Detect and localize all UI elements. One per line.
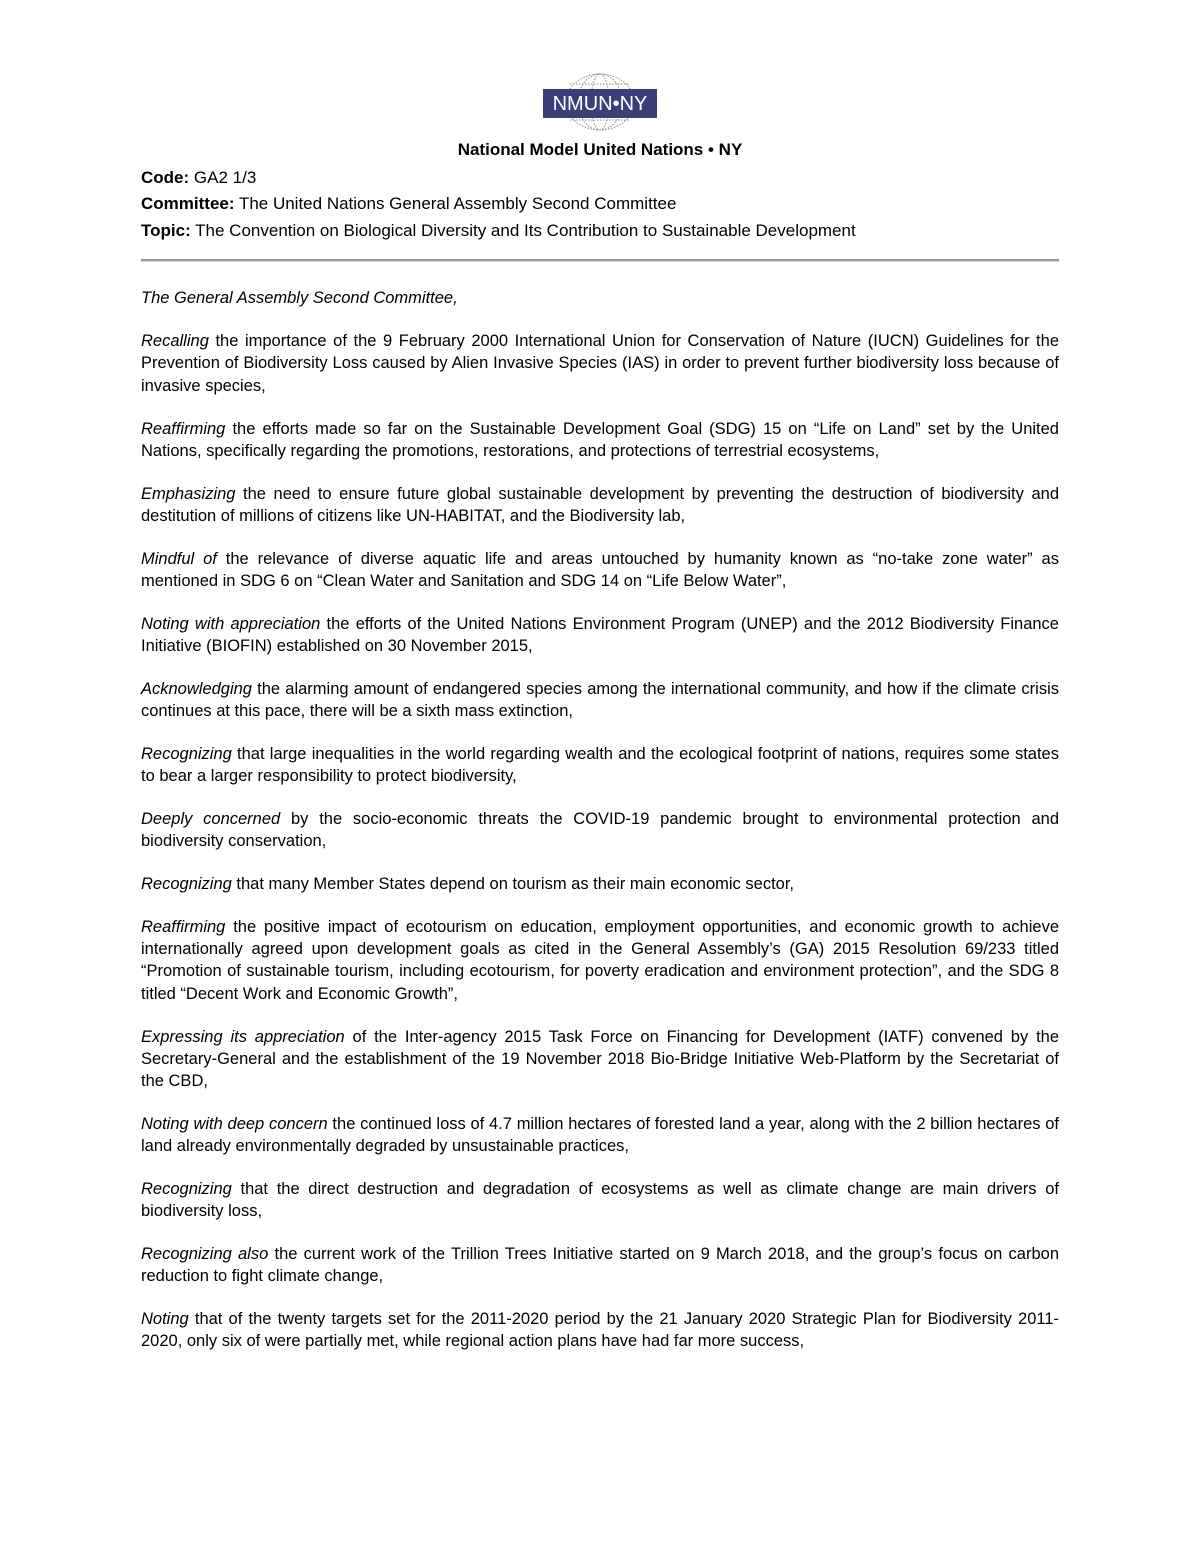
page-title: National Model United Nations • NY bbox=[457, 140, 743, 159]
clause-phrase: Noting bbox=[141, 1310, 189, 1329]
clause-text: by the socio-economic threats the COVID-19 pandemic brought to environmental protection and biodiversity conservation, bbox=[141, 810, 1059, 851]
preambular-clause bbox=[141, 743, 1059, 787]
preambular-clause bbox=[141, 1113, 1059, 1157]
topic-line bbox=[141, 221, 1081, 241]
clause-text: that the direct destruction and degradation of ecosystems as well as climate change are main drivers of biodiversity loss, bbox=[141, 1179, 1059, 1221]
clause-text: that of the twenty targets set for the 2011-2020 period by the 21 January 2020 Strategic Plan for Biodiversity 2011-2020, only six of were partially met, while regional action plans have had far more success, bbox=[141, 1310, 1059, 1351]
clause-phrase: Emphasizing bbox=[141, 484, 236, 503]
preambular-clause bbox=[141, 613, 1059, 657]
committee-label: Committee: bbox=[141, 194, 235, 213]
logo-text: NMUN•NY bbox=[552, 93, 648, 115]
code-label: Code: bbox=[141, 168, 190, 187]
preambular-clause bbox=[141, 418, 1059, 462]
clause-text: the efforts made so far on the Sustainable Development Goal (SDG) 15 on “Life on Land” set by the United Nations, specifically regarding the promotions, restorations, and protections of terrestrial ecosystems, bbox=[141, 419, 1059, 460]
nmun-logo-graphic bbox=[540, 72, 660, 138]
preambular-clause bbox=[141, 330, 1059, 397]
topic-label: Topic: bbox=[141, 221, 191, 240]
preambular-clause bbox=[141, 1308, 1059, 1352]
clause-phrase: Recognizing bbox=[141, 875, 232, 894]
preambular-clause bbox=[141, 1243, 1059, 1287]
preambular-clause bbox=[141, 483, 1059, 527]
clause-phrase: Recognizing bbox=[141, 744, 232, 763]
code-value: GA2 1/3 bbox=[193, 168, 257, 187]
clause-text: the need to ensure future global sustainable development by preventing the destruction of biodiversity and destitution of millions of citizens like UN-HABITAT, and the Biodiversity lab, bbox=[141, 484, 1059, 525]
clause-phrase: Noting with appreciation bbox=[141, 614, 321, 633]
clause-phrase: Recognizing also bbox=[141, 1245, 269, 1264]
resolution-code bbox=[141, 168, 1081, 188]
committee-value: The United Nations General Assembly Second Committee bbox=[238, 194, 677, 213]
clause-phrase: Noting with deep concern bbox=[141, 1114, 328, 1133]
resolution-body bbox=[141, 287, 1059, 1373]
clause-text: the efforts of the United Nations Environment Program (UNEP) and the 2012 Biodiversity Finance Initiative (BIOFIN) established on 30 November 2015, bbox=[141, 614, 1059, 655]
clause-phrase: Expressing its appreciation bbox=[141, 1027, 345, 1046]
preambular-clause bbox=[141, 873, 1059, 895]
clause-text: the importance of the 9 February 2000 International Union for Conservation of Nature (IUCN) Guidelines for the Prevention of Biodiversity Loss caused by Alien Invasive Species (IAS) in order to prevent further biodiversity loss because of invasive species, bbox=[141, 332, 1059, 395]
clause-text: the positive impact of ecotourism on education, employment opportunities, and economic growth to achieve internationally agreed upon development goals as cited in the General Assembly’s (GA) 2015 Resolution 69/233 titled “Promotion of sustainable tourism, including ecotourism, for poverty eradication and environment protection”, and the SDG 8 titled “Decent Work and Economic Growth”, bbox=[141, 918, 1059, 1003]
nmun-logo bbox=[540, 72, 660, 138]
preambular-clause bbox=[141, 678, 1059, 722]
preambular-clause bbox=[141, 1178, 1059, 1222]
clause-text: of the Inter-agency 2015 Task Force on Financing for Development (IATF) convened by the Secretary-General and the establishment of the 19 November 2018 Bio-Bridge Initiative Web-Platform by the Secretariat of the CBD, bbox=[141, 1027, 1060, 1090]
clause-phrase: Mindful of bbox=[141, 549, 217, 568]
clause-text: that many Member States depend on tourism as their main economic sector, bbox=[231, 875, 794, 894]
committee-line bbox=[141, 194, 1081, 214]
preambular-clause bbox=[141, 808, 1059, 852]
clause-text: that large inequalities in the world regarding wealth and the ecological footprint of nations, requires some states to bear a larger responsibility to protect biodiversity, bbox=[141, 744, 1059, 786]
clause-phrase: Recalling bbox=[141, 332, 209, 351]
clause-text: the current work of the Trillion Trees Initiative started on 9 March 2018, and the group’s focus on carbon reduction to fight climate change, bbox=[141, 1245, 1059, 1286]
clause-phrase: Deeply concerned bbox=[141, 810, 281, 829]
clause-text: the alarming amount of endangered species among the international community, and how if the climate crisis continues at this pace, there will be a sixth mass extinction, bbox=[141, 679, 1059, 721]
header-divider bbox=[141, 259, 1059, 262]
topic-value: The Convention on Biological Diversity and Its Contribution to Sustainable Development bbox=[195, 221, 856, 240]
preambular-clause bbox=[141, 548, 1059, 592]
clause-text: the continued loss of 4.7 million hectares of forested land a year, along with the 2 billion hectares of land already environmentally degraded by unsustainable practices, bbox=[141, 1114, 1059, 1156]
opening-line: The General Assembly Second Committee, bbox=[141, 289, 458, 307]
clause-text: the relevance of diverse aquatic life and areas untouched by humanity known as “no-take zone water” as mentioned in SDG 6 on “Clean Water and Sanitation and SDG 14 on “Life Below Water”, bbox=[141, 549, 1059, 590]
preambular-clause bbox=[141, 1026, 1059, 1093]
clause-phrase: Acknowledging bbox=[141, 679, 252, 698]
clause-phrase: Reaffirming bbox=[141, 918, 226, 937]
clause-phrase: Reaffirming bbox=[141, 419, 226, 438]
preambular-clause bbox=[141, 916, 1059, 1005]
clause-phrase: Recognizing bbox=[141, 1179, 232, 1198]
